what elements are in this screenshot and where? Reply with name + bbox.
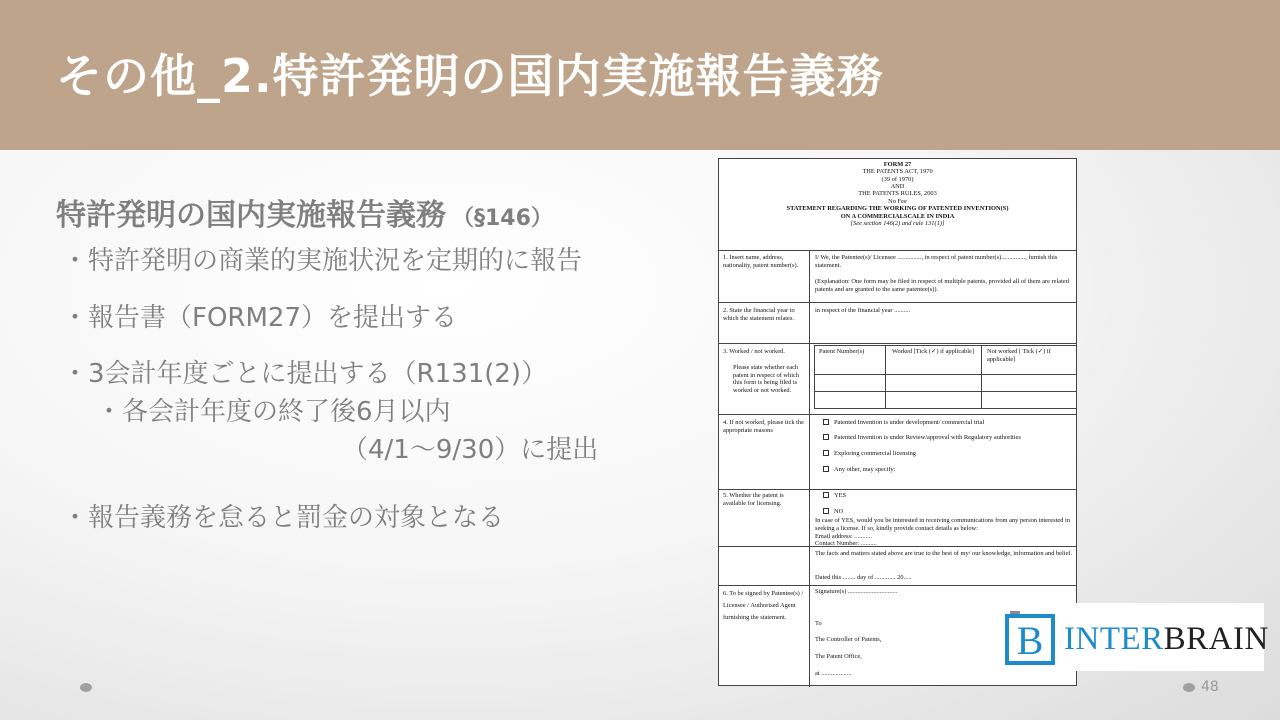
form-row-text: (Explanation: One form may be filed in respect of multiple patents, provided all of them are related patents and are granted to the same patentee(s)).	[815, 278, 1069, 293]
form-header-line: FORM 27	[883, 161, 912, 168]
content-area	[56, 190, 706, 234]
form-row-text: at ...................	[815, 670, 852, 677]
form-divider	[719, 489, 1076, 490]
form-divider	[719, 585, 1076, 586]
form-row-text: The Controller of Patents,	[815, 636, 882, 643]
form-header	[719, 161, 1076, 227]
form-header-line: THE PATENTS RULES, 2003	[858, 190, 937, 198]
signature-line: Signature(s) ...............................	[815, 588, 898, 595]
footer-dot-icon	[80, 683, 92, 692]
form-divider	[719, 343, 1076, 344]
checkbox-icon	[823, 492, 829, 498]
form-option: YES	[823, 492, 846, 500]
table-header-cell: Not worked [ Tick (✓) if applicable]	[987, 348, 1051, 363]
inner-table-border	[814, 408, 1077, 409]
form-header-line: (39 of 1970)	[881, 175, 914, 183]
logo-wordmark: INTERBRAIN	[1064, 621, 1269, 657]
form-header-line: STATEMENT REGARDING THE WORKING OF PATENTED INVENTION(S)	[786, 205, 1009, 213]
form-row-text: Email address: ...........	[815, 533, 872, 540]
checkbox-icon	[823, 419, 829, 425]
form-header-line: No Fee	[888, 197, 907, 205]
inner-table-border	[814, 391, 1077, 392]
bullet-item: ・報告義務を怠ると罰金の対象となる	[62, 503, 505, 533]
form-row-text: in respect of the financial year ..........	[815, 307, 911, 314]
inner-table-border	[1076, 345, 1077, 408]
declaration-text: The facts and matters stated above are true to the best of my/ our knowledge, information and belief.	[815, 550, 1073, 557]
form-column-divider	[809, 250, 810, 687]
inner-table-border	[814, 374, 1077, 375]
form-option: Exploring commercial licensing	[823, 450, 1077, 458]
bullet-item: ・特許発明の商業的実施状況を定期的に報告	[62, 246, 583, 276]
form-row-label: 4. If not worked, please tick the appropriate reasons	[723, 419, 804, 434]
form-row-label: 5. Whether the patent is available for licensing.	[723, 492, 784, 507]
checkbox-icon	[823, 466, 829, 472]
inner-table-border	[814, 345, 815, 408]
form-option: Any other, may specify:	[823, 466, 1077, 474]
section-heading-text: 特許発明の国内実施報告義務	[56, 198, 446, 233]
footer-dot-icon	[1183, 683, 1195, 692]
inner-table-border	[885, 345, 886, 408]
form-header-line: THE PATENTS ACT, 1970	[862, 168, 933, 176]
form-row-text: In case of YES, would you be interested in receiving communications from any person interested in seeking a license. If so, kindly provide contact details as below:	[815, 517, 1070, 532]
bullet-item: ・報告書（FORM27）を提出する	[62, 303, 458, 333]
form-row-label: 6. To be signed by Patentee(s) / Licensee / Authorised Agent furnishing the statement.	[723, 590, 804, 622]
form-row-text: The Patent Office,	[815, 653, 862, 660]
interbrain-logo	[1000, 603, 1269, 671]
page-number: 48	[1201, 679, 1219, 695]
form-row-text: I/ We, the Patentee(s)/ Licensee ..............., in respect of patent number(s)..............., furnish this statement.	[815, 254, 1058, 269]
form-option: Patented Invention is under development/ commercial trial	[823, 419, 1077, 427]
inner-table-border	[981, 345, 982, 408]
dated-text: Dated this ........ day of ............. 20.....	[815, 574, 912, 581]
form-row-text: To	[815, 620, 822, 627]
form-row-label: 2. State the financial year to which the statement relates.	[723, 307, 795, 322]
form-row-label: 1. Insert name, address, nationality, patent number(s).	[723, 254, 799, 269]
table-header-cell: Worked [Tick (✓) if applicable]	[892, 348, 974, 355]
form-row-text: Contact Number: ..........	[815, 540, 877, 547]
section-heading-ref: （§146）	[452, 206, 553, 231]
form-header-line: [See section 146(2) and rule 131(1)]	[850, 219, 945, 227]
form-header-line: AND	[890, 183, 905, 191]
form-divider	[719, 414, 1076, 415]
inner-table-border	[814, 345, 1077, 346]
form-divider	[719, 250, 1076, 251]
table-header-cell: Patent Number(s)	[819, 348, 865, 355]
sub-bullet-item: （4/1～9/30）に提出	[342, 435, 599, 465]
slide-title: その他_2.特許発明の国内実施報告義務	[56, 49, 884, 103]
form-row-note: Please state whether each patent in respect of which this form is being filed is worked or not worked.	[733, 364, 800, 395]
form-row-label: 3. Worked / not worked.	[723, 348, 785, 355]
section-heading	[56, 190, 706, 234]
title-bar	[0, 0, 1280, 150]
bullet-item: ・3会計年度ごとに提出する（R131(2)）	[62, 359, 548, 389]
form-option: NO	[823, 508, 843, 516]
logo-mark-icon	[1004, 609, 1056, 665]
sub-bullet-item: ・各会計年度の終了後6月以内	[96, 397, 451, 427]
form-option: Patented Invention is under Review/approval with Regulatory authorities	[823, 434, 1077, 442]
checkbox-icon	[823, 434, 829, 440]
checkbox-icon	[823, 450, 829, 456]
form-divider	[719, 302, 1076, 303]
checkbox-icon	[823, 508, 829, 514]
svg-text:B: B	[1016, 618, 1044, 663]
form-header-line: ON A COMMERCIALSCALE IN INDIA	[840, 212, 955, 220]
